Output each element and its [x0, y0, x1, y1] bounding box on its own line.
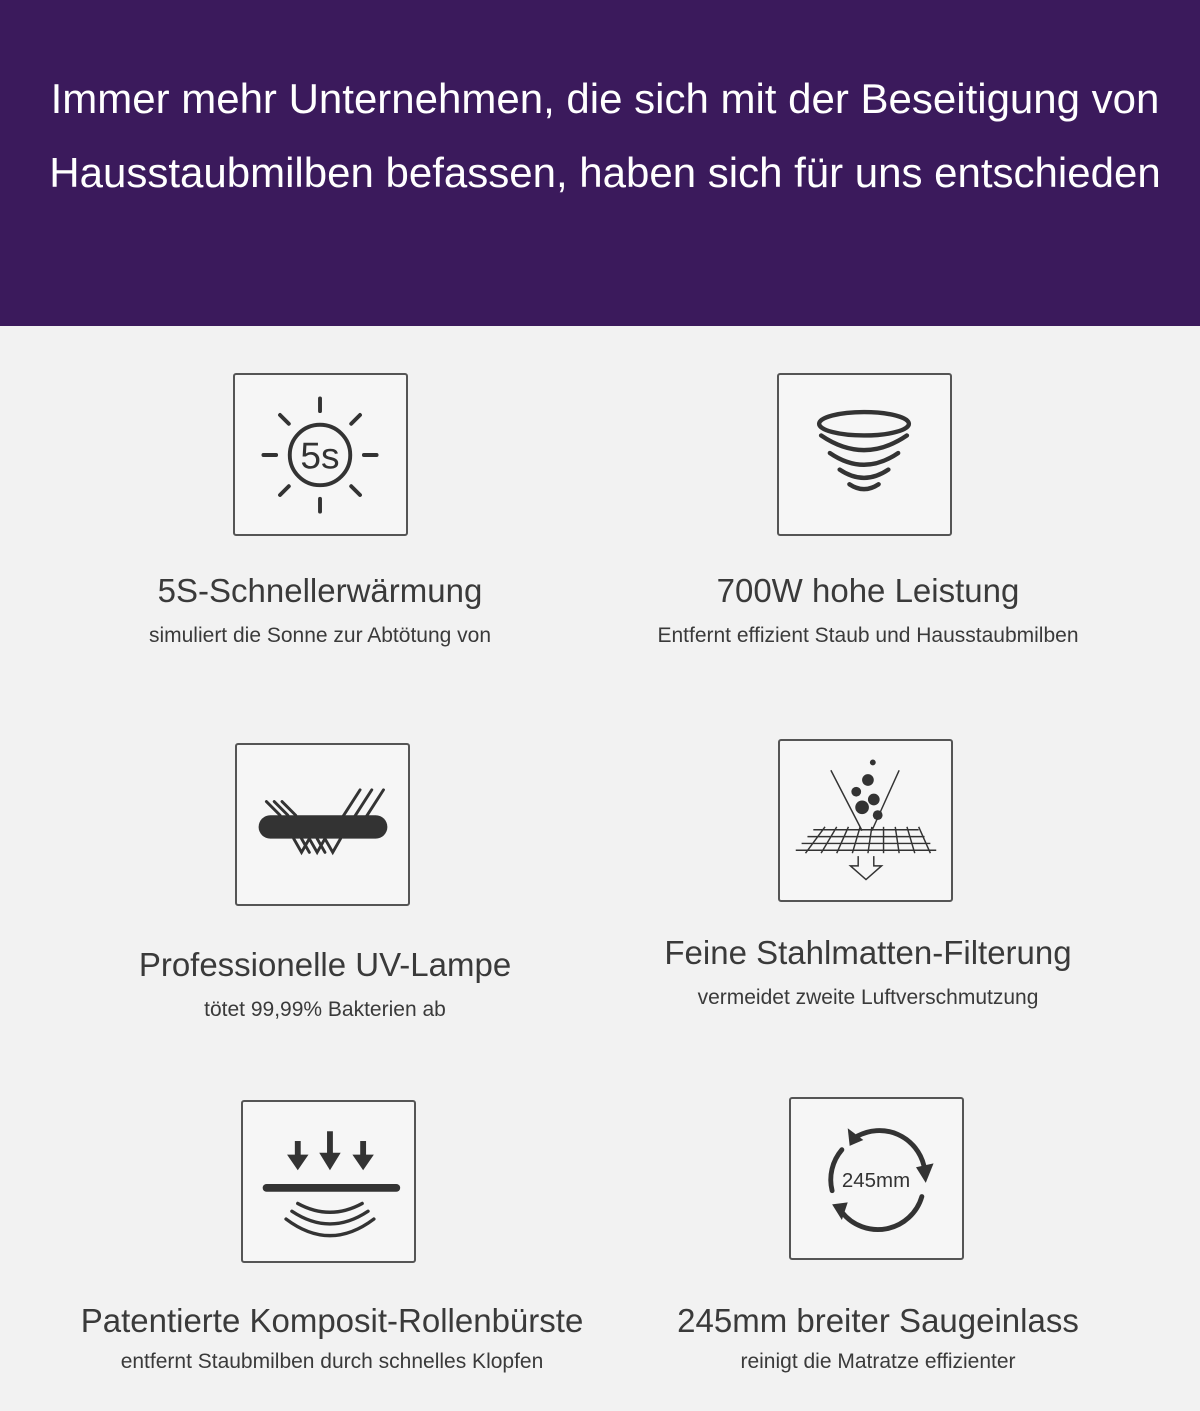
feature-subtitle: vermeidet zweite Luftverschmutzung — [697, 986, 1039, 1009]
sun-5s-label: 5s — [300, 434, 340, 477]
feature-subtitle: Entfernt effizient Staub und Hausstaubmilben — [657, 624, 1079, 647]
banner-title: Immer mehr Unternehmen, die sich mit der Beseitigung von Hausstaubmilben befassen, haben sich für uns entschieden — [49, 75, 1161, 196]
feature-subtitle: tötet 99,99% Bakterien ab — [204, 998, 446, 1021]
feature-subtitle: reinigt die Matratze effizienter — [740, 1350, 1016, 1373]
roller-brush-icon — [241, 1100, 416, 1263]
feature-title: 245mm breiter Saugeinlass — [677, 1302, 1079, 1339]
feature-title: 5S-Schnellerwärmung — [157, 572, 483, 609]
feature-title: Feine Stahlmatten-Filterung — [664, 934, 1072, 971]
feature-subtitle: entfernt Staubmilben durch schnelles Klopfen — [120, 1350, 544, 1373]
suction-width-icon — [789, 1097, 964, 1260]
feature-title: Professionelle UV-Lampe — [138, 946, 512, 983]
feature-subtitle: simuliert die Sonne zur Abtötung von — [148, 624, 492, 647]
sun-5s-icon — [233, 373, 408, 536]
uv-lamp-icon — [235, 743, 410, 906]
steel-mesh-filter-icon — [778, 739, 953, 902]
vortex-icon — [777, 373, 952, 536]
feature-title: 700W hohe Leistung — [716, 572, 1020, 609]
suction-width-label: 245mm — [841, 1168, 911, 1192]
feature-title: Patentierte Komposit-Rollenbürste — [80, 1302, 584, 1339]
header-banner — [0, 0, 1200, 326]
